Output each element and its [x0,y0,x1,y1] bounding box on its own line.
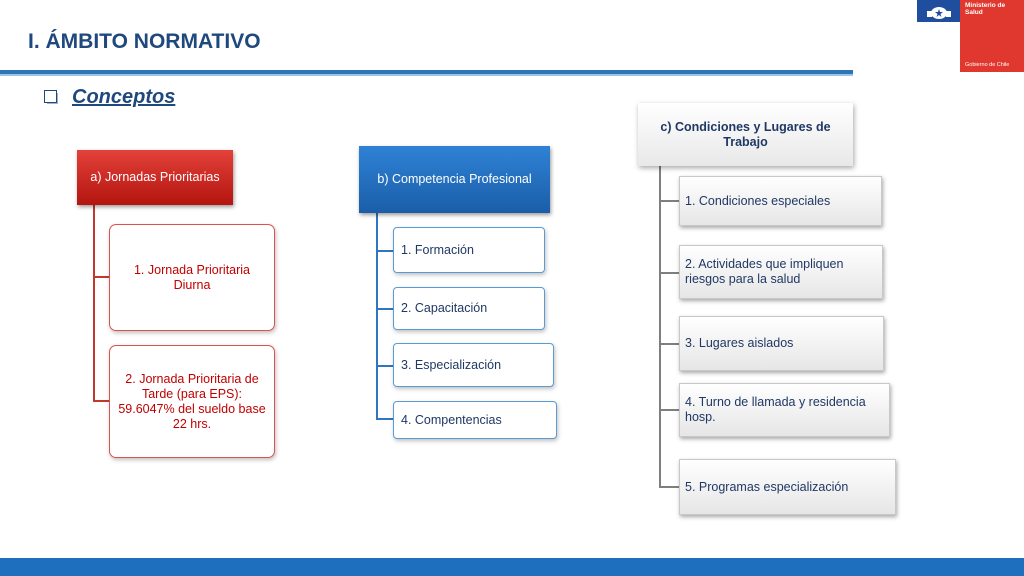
node-a-label: a) Jornadas Prioritarias [90,170,220,184]
node-b-header [359,146,550,213]
node-b-item-1-label: 1. Formación [401,242,474,257]
node-b-item-4-label: 4. Compentencias [401,412,502,427]
connector-b-1 [376,250,394,252]
node-b-item-2 [393,287,545,330]
connector-c-5 [659,486,680,488]
checkbox-bullet-icon [44,90,57,103]
node-a-header [77,150,233,205]
ministry-logo [917,0,1024,72]
node-a-item-1 [109,224,275,331]
node-b-item-3 [393,343,554,387]
node-c-item-5-label: 5. Programas especialización [685,479,849,494]
node-c-item-4 [679,383,890,437]
connector-c-4 [659,409,680,411]
node-c-item-5 [679,459,896,515]
connector-a-2 [93,400,110,402]
section-heading: Conceptos [72,86,176,108]
footer-bar [0,558,1024,576]
node-b-item-3-label: 3. Especialización [401,357,502,372]
connector-b-2 [376,308,394,310]
connector-b-4 [376,418,394,420]
node-c-label: c) Condiciones y Lugares de Trabajo [660,119,831,149]
connector-a-1 [93,276,110,278]
node-c-item-1-label: 1. Condiciones especiales [685,193,831,208]
coat-of-arms-icon [923,2,955,22]
node-c-item-4-label: 4. Turno de llamada y residencia hosp. [685,395,866,424]
page-title: I. ÁMBITO NORMATIVO [28,30,261,53]
connector-a-vertical [93,205,95,401]
connector-c-1 [659,200,680,202]
node-c-item-2 [679,245,883,299]
node-b-item-2-label: 2. Capacitación [401,301,488,315]
title-rule-light [0,74,853,76]
connector-c-3 [659,343,680,345]
logo-ministry-text: Ministerio de Salud [965,2,1006,16]
logo-government-text: Gobierno de Chile [965,62,1010,68]
node-a-item-2 [109,345,275,458]
node-b-item-1 [393,227,545,273]
node-c-item-3 [679,316,884,371]
node-b-item-4 [393,401,557,439]
connector-c-2 [659,272,680,274]
node-a-item-2-label: 2. Jornada Prioritaria de Tarde (para EPS): 59.6047% del sueldo base 22 hrs. [118,371,266,431]
connector-b-3 [376,365,394,367]
node-c-header [638,103,853,166]
node-c-item-1 [679,176,882,226]
connector-b-vertical [376,213,378,419]
node-a-item-1-label: 1. Jornada Prioritaria Diurna [133,262,251,292]
node-c-item-2-label: 2. Actividades que impliquen riesgos para la salud [685,257,844,286]
node-b-label: b) Competencia Profesional [377,172,532,186]
connector-c-vertical [659,166,661,487]
node-c-item-3-label: 3. Lugares aislados [685,336,794,350]
